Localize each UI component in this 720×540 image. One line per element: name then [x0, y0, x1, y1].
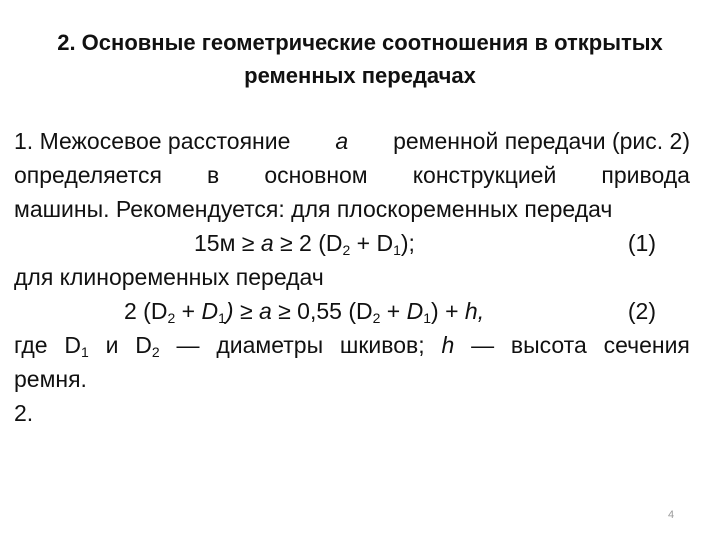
subscript: 2: [167, 310, 176, 326]
para3-line-3: [14, 396, 690, 430]
d-letter: D: [64, 332, 82, 358]
para1-line-3: [14, 192, 690, 226]
title-line-1: 2. Основные геометрические соотношения в открытых: [57, 30, 663, 55]
formula-2: [124, 294, 484, 328]
word: основном: [264, 162, 368, 188]
page-number: 4: [668, 509, 675, 521]
para3-line3-text: 2.: [14, 400, 34, 426]
para2-line: [14, 260, 690, 294]
para3-line-2: [14, 362, 690, 396]
formula1-mid: ≥ 2 (D: [280, 230, 343, 256]
formula2-close: ): [225, 298, 234, 324]
formula1-end: );: [400, 230, 415, 256]
geq-symbol: ≥: [241, 230, 255, 256]
slide-body: [14, 124, 690, 430]
word: шкивов;: [339, 332, 425, 358]
word: привода: [601, 162, 690, 188]
variable-h: h,: [464, 298, 485, 324]
formula2-plus: +: [175, 298, 202, 324]
equation-number-1: (1): [627, 230, 656, 256]
para1-line-2: [14, 158, 690, 192]
variable-d1: D: [406, 298, 424, 324]
dash: —: [176, 332, 200, 358]
subscript: 2: [372, 310, 381, 326]
subscript: 1: [81, 344, 89, 360]
variable-a: a: [260, 230, 274, 256]
para3-line-1: [14, 328, 690, 362]
word: и: [105, 332, 119, 358]
para2-text: для клиноременных передач: [14, 264, 324, 290]
variable-a: a: [335, 128, 349, 154]
formula2-plus2: +: [380, 298, 407, 324]
subscript: 1: [218, 310, 226, 326]
geq-symbol: ≥: [233, 298, 259, 324]
formula2-close2: ) +: [431, 298, 465, 324]
variable-h: h: [441, 332, 455, 358]
subscript: 1: [393, 242, 401, 258]
d-letter: D: [135, 332, 152, 358]
word: определяется: [14, 162, 162, 188]
formula-1-line: [14, 226, 690, 260]
title-line-2: ременных передачах: [244, 63, 476, 88]
subscript: 1: [423, 310, 432, 326]
dash: —: [471, 332, 495, 358]
variable-d1: D: [201, 298, 219, 324]
variable-a: a: [258, 298, 272, 324]
para1-line1-rest: ременной передачи (рис. 2): [393, 128, 690, 154]
formula2-geq2: ≥ 0,55 (D: [271, 298, 373, 324]
formula1-lhs: 15м: [194, 230, 236, 256]
word: диаметры: [216, 332, 324, 358]
subscript: 2: [151, 344, 160, 360]
formula1-plus: + D: [350, 230, 394, 256]
word: конструкцией: [412, 162, 557, 188]
formula-1: [194, 226, 415, 260]
formula-2-line: [14, 294, 690, 328]
word: где: [14, 332, 48, 358]
para1-line1-start: 1. Межосевое расстояние: [14, 128, 291, 154]
para3-line2-text: ремня.: [14, 366, 87, 392]
word: высота: [510, 332, 587, 358]
para1-line-1: [14, 124, 690, 158]
equation-number-2: (2): [627, 298, 656, 324]
word: в: [207, 162, 220, 188]
slide-title: [0, 26, 720, 92]
word-d2: [135, 328, 159, 362]
formula2-start: 2 (D: [124, 298, 168, 324]
subscript: 2: [342, 242, 351, 258]
word: сечения: [603, 332, 690, 358]
word-d1: [64, 328, 88, 362]
para1-line3-text: машины. Рекомендуется: для плоскоременных передач: [14, 196, 613, 222]
